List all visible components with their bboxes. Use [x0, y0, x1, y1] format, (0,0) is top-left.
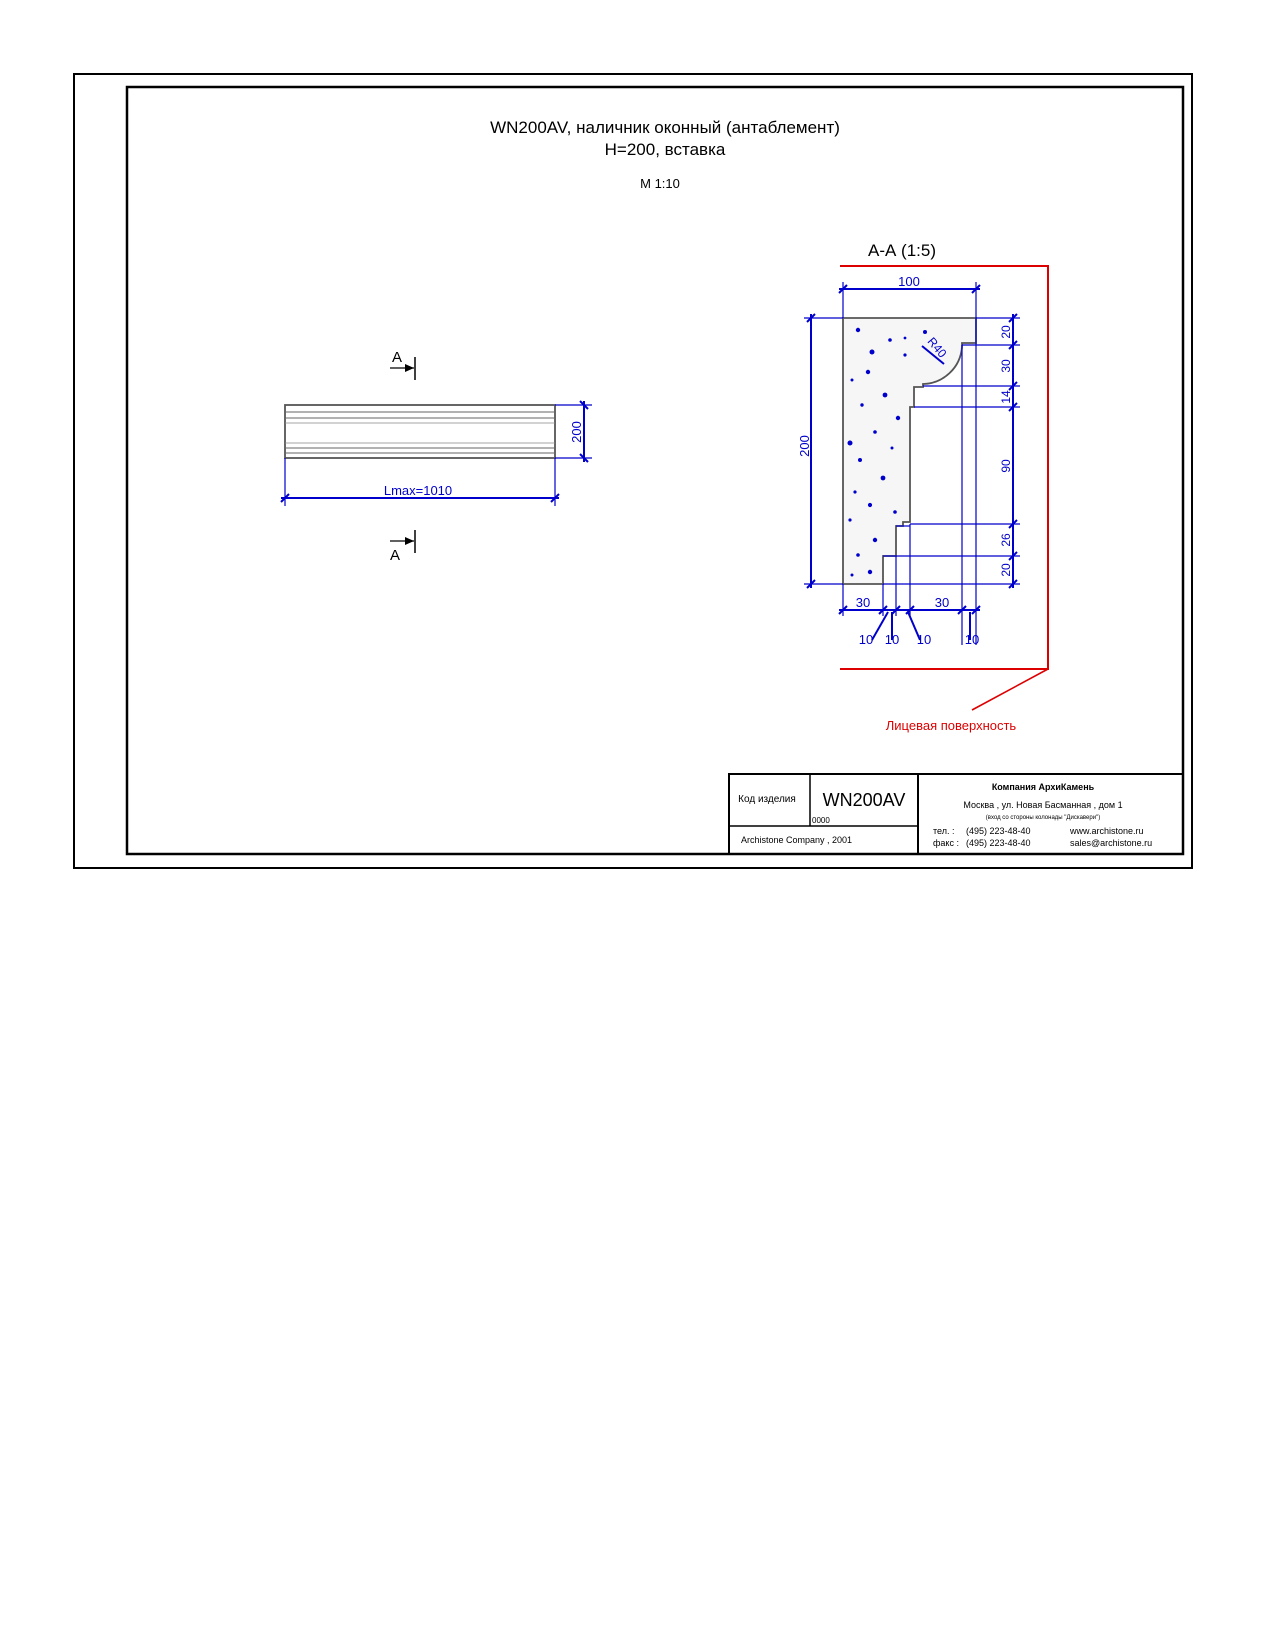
dim-right-26: 26: [999, 533, 1013, 547]
face-surface-label: Лицевая поверхность: [885, 718, 1017, 733]
section-title: А-А (1:5): [867, 241, 937, 260]
front-length-dim: Lmax=1010: [383, 483, 453, 498]
face-leader: [972, 669, 1048, 710]
dim-right-20-bottom: 20: [999, 563, 1013, 577]
front-view: [281, 401, 592, 506]
section-marker-top: [390, 349, 415, 380]
dim-bottom-10-b: 10: [884, 632, 900, 647]
dim-bottom-10-d: 10: [964, 632, 980, 647]
dim-bottom-30-right: 30: [934, 595, 950, 610]
drawing-title: WN200AV, наличник оконный (антаблемент): [490, 118, 840, 137]
dim-height-total: 200: [797, 435, 812, 457]
dim-width-top: 100: [898, 274, 920, 289]
fax-label: факс :: [933, 838, 959, 848]
dim-right-90: 90: [999, 459, 1013, 473]
dim-bottom-10-c: 10: [916, 632, 932, 647]
title-block: [729, 774, 1183, 854]
dim-radius: R40: [924, 334, 950, 361]
dim-right-14: 14: [999, 390, 1013, 404]
drawing-scale: М 1:10: [640, 176, 680, 191]
phone-number: (495) 223-48-40: [966, 826, 1031, 836]
email: sales@archistone.ru: [1070, 838, 1153, 848]
code-sub: 0000: [812, 816, 830, 825]
code-value: WN200AV: [822, 790, 906, 810]
address-note: (вход со стороны колонады "Дискавери"): [985, 815, 1101, 821]
company-address: Москва , ул. Новая Басманная , дом 1: [963, 800, 1123, 810]
phone-label: тел. :: [933, 826, 955, 836]
svg-text:А: А: [390, 547, 401, 564]
outer-frame: [74, 74, 1192, 868]
company-name: Компания АрхиКамень: [991, 782, 1095, 792]
svg-text:А: А: [392, 349, 403, 366]
drawing-subtitle: H=200, вставка: [604, 140, 726, 159]
code-label: Код изделия: [738, 794, 796, 805]
website: www.archistone.ru: [1070, 826, 1144, 836]
dim-bottom-30-left: 30: [855, 595, 871, 610]
dim-right-20-top: 20: [999, 325, 1013, 339]
dim-right-30: 30: [999, 359, 1013, 373]
dim-bottom-10-a: 10: [858, 632, 874, 647]
copyright: Archistone Company , 2001: [741, 835, 853, 845]
front-height-dim: 200: [569, 421, 584, 443]
fax-number: (495) 223-48-40: [966, 838, 1031, 848]
section-marker-bottom: [390, 530, 415, 564]
